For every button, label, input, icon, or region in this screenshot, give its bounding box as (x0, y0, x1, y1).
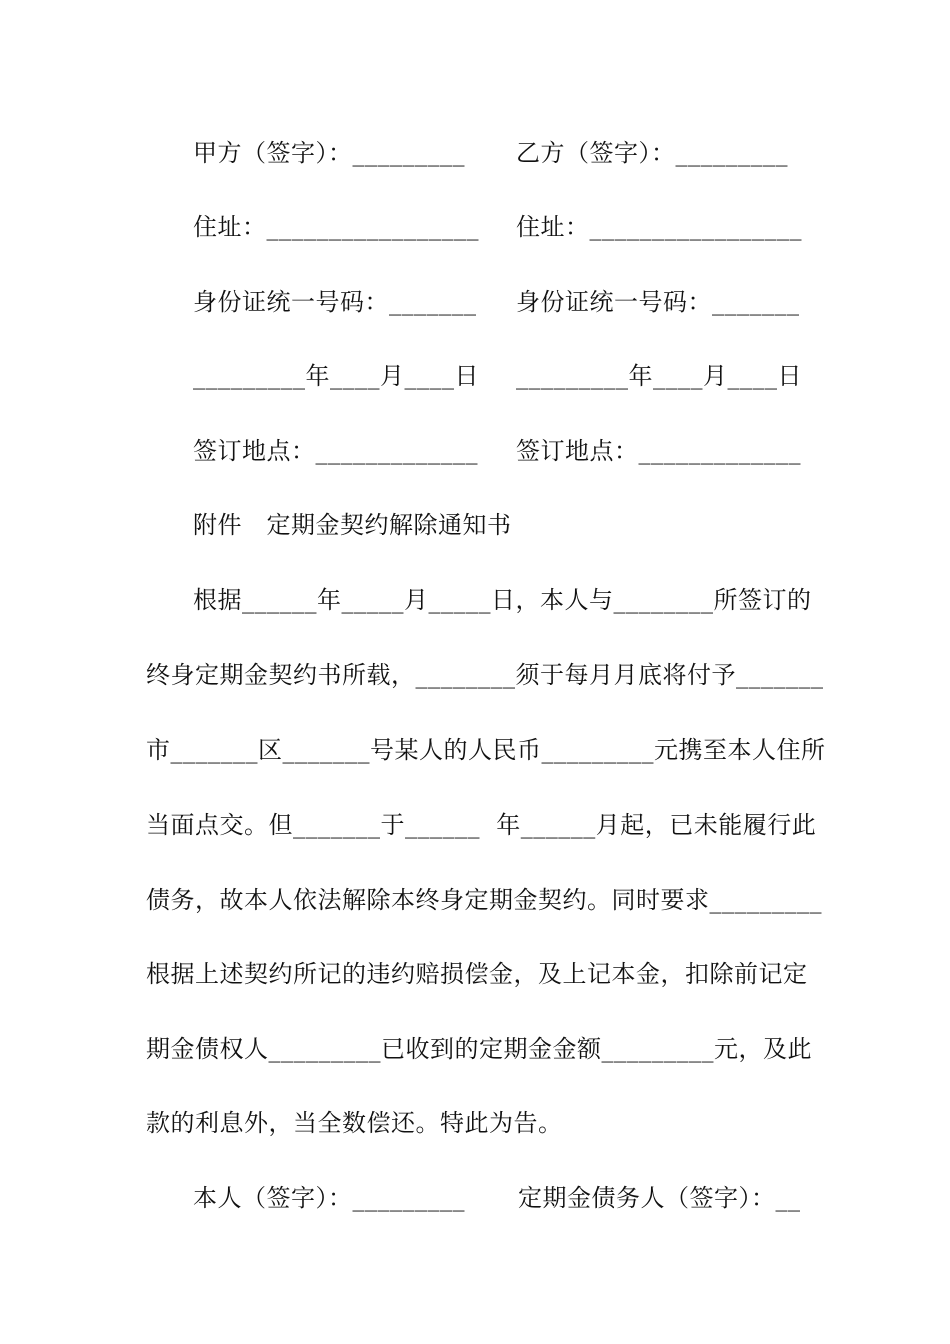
party-b-address: 住址：_________________ (516, 213, 802, 241)
self-signature: 本人（签字）：_________ (193, 1184, 465, 1212)
debtor-signature: 定期金债务人（签字）：__ (518, 1184, 801, 1212)
party-a-signature: 甲方（签字）：_________ (193, 139, 465, 167)
party-a-address: 住址：_________________ (193, 213, 479, 241)
annex-paragraph-line: 期金债权人_________已收到的定期金金额_________元，及此 (146, 1035, 812, 1063)
party-a-signing-place: 签订地点：_____________ (193, 437, 478, 465)
annex-paragraph-line: 市_______区_______号某人的人民币_________元携至本人住所 (146, 736, 826, 764)
party-b-id-number: 身份证统一号码：_______ (516, 288, 800, 316)
party-b-signature: 乙方（签字）：_________ (516, 139, 788, 167)
annex-paragraph-line: 当面点交。但_______于______ 年______月起，已未能履行此 (146, 811, 817, 839)
party-a-id-number: 身份证统一号码：_______ (193, 288, 477, 316)
party-a-date: _________年____月____日 (193, 362, 479, 390)
annex-paragraph-line: 款的利息外，当全数偿还。特此为告。 (146, 1109, 563, 1137)
annex-paragraph-line: 终身定期金契约书所载，________须于每月月底将付予_______ (146, 661, 824, 689)
party-b-date: _________年____月____日 (516, 362, 802, 390)
annex-paragraph-line: 根据______年_____月_____日，本人与________所签订的 (193, 586, 812, 614)
party-b-signing-place: 签订地点：_____________ (516, 437, 801, 465)
annex-paragraph-line: 债务，故本人依法解除本终身定期金契约。同时要求_________ (146, 886, 822, 914)
annex-title: 附件 定期金契约解除通知书 (193, 511, 512, 539)
annex-paragraph-line: 根据上述契约所记的违约赔损偿金，及上记本金，扣除前记定 (146, 960, 808, 988)
